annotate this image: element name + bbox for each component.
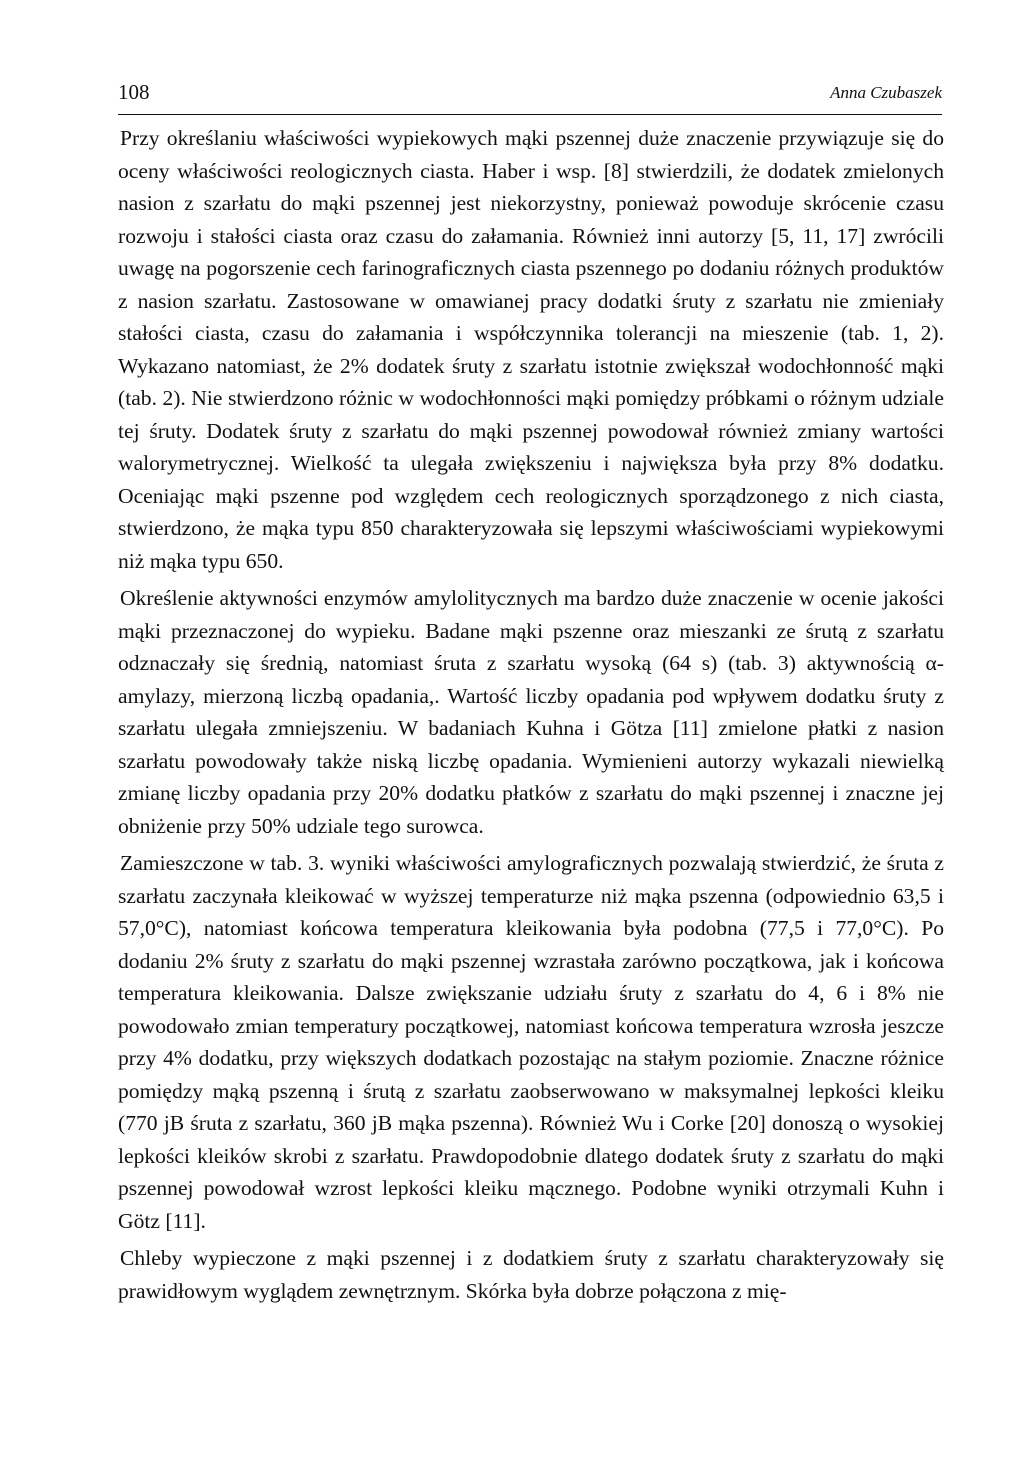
paragraph-amylograph: Zamieszczone w tab. 3. wyniki właściwości amylograficznych pozwalają stwierdzić, że śruta z szarłatu zaczynała kleikować w wyższej temperaturze niż mąka pszenna (odpowiednio 63,5 i 57,0°C), natomiast końcowa temperatura kleikowania była podobna (77,5 i 77,0°C). Po dodaniu 2% śruty z szarłatu do mąki pszennej wzrastała zarówno początkowa, jak i końcowa temperatura kleikowania. Dalsze zwiększanie udziału śruty z szarłatu do 4, 6 i 8% nie powodowało zmian temperatury początkowej, natomiast końcowa temperatura wzrosła jeszcze przy 4% dodatku, przy większych dodatkach pozostając na stałym poziomie. Znaczne różnice pomiędzy mąką pszenną i śrutą z szarłatu zaobserwowano w maksymalnej lepkości kleiku (770 jB śruta z szarłatu, 360 jB mąka pszenna). Również Wu i Corke [20] donoszą o wysokiej lepkości kleików skrobi z szarłatu. Prawdopodobnie dlatego dodatek śruty z szarłatu do mąki pszennej powodował wzrost lepkości kleiku mącznego. Podobne wyniki otrzymali Kuhn i Götz [11]. <box>118 851 944 1233</box>
running-header-author: Anna Czubaszek <box>830 83 942 102</box>
paragraph-rheology: Przy określaniu właściwości wypiekowych mąki pszennej duże znaczenie przywiązuje się do oceny właściwości reologicznych ciasta. Haber i wsp. [8] stwierdzili, że dodatek zmielonych nasion z szarłatu do mąki pszennej jest niekorzystny, ponieważ powoduje skrócenie czasu rozwoju i stałości ciasta oraz czasu do załamania. Również inni autorzy [5, 11, 17] zwrócili uwagę na pogorszenie cech farinograficznych ciasta pszennego po dodaniu różnych produktów z nasion szarłatu. Zastosowane w omawianej pracy dodatki śruty z szarłatu nie zmieniały stałości ciasta, czasu do załamania i współczynnika tolerancji na mieszenie (tab. 1, 2). Wykazano natomiast, że 2% dodatek śruty z szarłatu istotnie zwiększał wodochłonność mąki (tab. 2). Nie stwierdzono różnic w wodochłonności mąki pomiędzy próbkami o różnym udziale tej śruty. Dodatek śruty z szarłatu do mąki pszennej powodował również zmiany wartości walorymetrycznej. Wielkość ta ulegała zwiększeniu i największa była przy 8% dodatku. Oceniając mąki pszenne pod względem cech reologicznych sporządzonego z nich ciasta, stwierdzono, że mąka typu 850 charakteryzowała się lepszymi właściwościami wypiekowymi niż mąka typu 650. <box>118 126 944 573</box>
body-text <box>118 122 944 1312</box>
running-header <box>118 74 942 115</box>
paragraph-amylolytic-enzymes: Określenie aktywności enzymów amylolitycznych ma bardzo duże znaczenie w ocenie jakości mąki przeznaczonej do wypieku. Badane mąki pszenne oraz mieszanki ze śrutą z szarłatu odznaczały się średnią, natomiast śruta z szarłatu wysoką (64 s) (tab. 3) aktywnością α-amylazy, mierzoną liczbą opadania,. Wartość liczby opadania pod wpływem dodatku śruty z szarłatu ulegała zmniejszeniu. W badaniach Kuhna i Götza [11] zmielone płatki z nasion szarłatu powodowały także niską liczbę opadania. Wymienieni autorzy wykazali niewielką zmianę liczby opadania przy 20% dodatku płatków z szarłatu do mąki pszennej i znaczne jej obniżenie przy 50% udziale tego surowca. <box>118 586 944 838</box>
page-number: 108 <box>118 80 150 104</box>
paragraph-bread: Chleby wypieczone z mąki pszennej i z dodatkiem śruty z szarłatu charakteryzowały się prawidłowym wyglądem zewnętrznym. Skórka była dobrze połączona z mię- <box>118 1246 944 1303</box>
